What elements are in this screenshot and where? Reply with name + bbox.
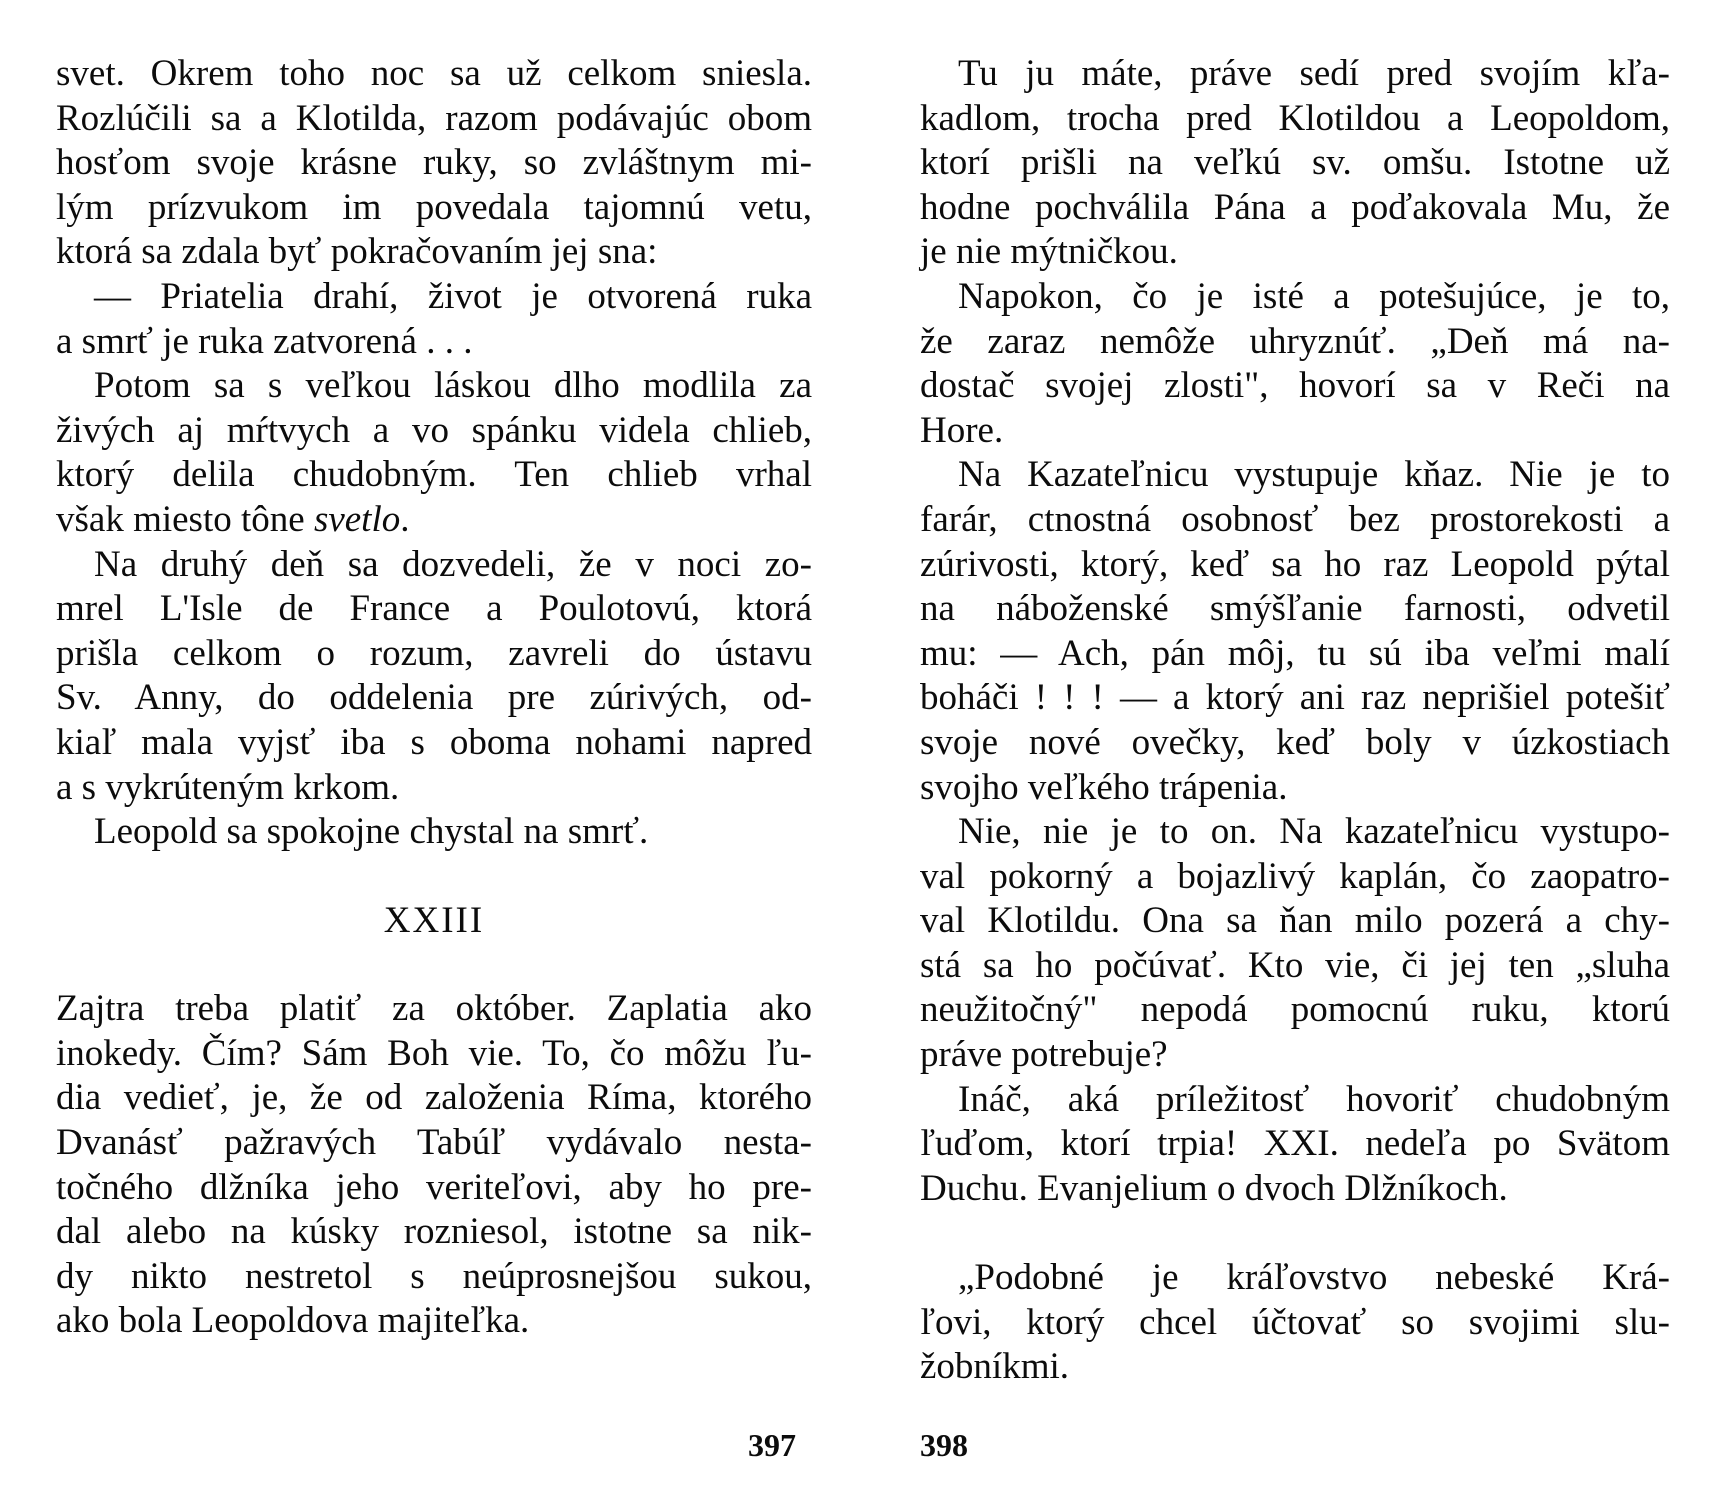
text-fragment: však miesto tône	[56, 498, 314, 540]
left-text-column	[56, 52, 812, 1344]
text-line: kadlom, trocha pred Klotildou a Leopoldom,	[920, 97, 1670, 139]
text-line: Napokon, čo je isté a potešujúce, je to,	[958, 275, 1670, 317]
spacer	[920, 1211, 1670, 1256]
text-line: Na Kazateľnicu vystupuje kňaz. Nie je to	[958, 454, 1670, 496]
text-line: Tu ju máte, práve sedí pred svojím kľa-	[958, 53, 1670, 94]
text-line: lým prízvukom im povedala tajomnú vetu,	[56, 186, 812, 228]
text-line: neužitočný" nepodá pomocnú ruku, ktorú	[920, 989, 1670, 1031]
text-line: Ináč, aká príležitosť hovoriť chudobným	[958, 1078, 1670, 1120]
right-text-column	[920, 52, 1670, 1390]
text-line	[56, 498, 812, 543]
text-line: val Klotildu. Ona sa ňan milo pozerá a chy-	[920, 900, 1670, 942]
text-line: mu: — Ach, pán môj, tu sú iba veľmi malí	[920, 632, 1670, 674]
quote-line: a smrť je ruka zatvorená . . .	[56, 320, 473, 362]
page-number: 398	[920, 1427, 968, 1463]
text-line: svoje nové ovečky, keď boly v úzkostiach	[920, 721, 1670, 763]
text-line: ktorí prišli na veľkú sv. omšu. Istotne už	[920, 142, 1670, 184]
text-line: Potom sa s veľkou láskou dlho modlila za	[94, 365, 812, 407]
text-line: točného dlžníka jeho veriteľovi, aby ho pre-	[56, 1166, 812, 1208]
quote-line: žobníkmi.	[920, 1346, 1070, 1388]
text-line: ktorý delila chudobným. Ten chlieb vrhal	[56, 454, 812, 496]
text-line: dostač svojej zlosti", hovorí sa v Reči na	[920, 365, 1670, 407]
text-line: Dvanásť pažravých Tabúľ vydávalo nesta-	[56, 1122, 812, 1164]
text-line: Leopold sa spokojne chystal na smrť.	[94, 811, 649, 853]
text-line: svet. Okrem toho noc sa už celkom sniesla.	[56, 53, 812, 94]
text-line: stá sa ho počúvať. Kto vie, či jej ten „sluha	[920, 944, 1670, 986]
text-fragment: .	[400, 498, 410, 540]
text-line: Hore.	[920, 409, 1004, 451]
text-line: Duchu. Evanjelium o dvoch Dlžníkoch.	[920, 1167, 1508, 1209]
text-line: hosťom svoje krásne ruky, so zvláštnym mi-	[56, 142, 812, 184]
text-line: kiaľ mala vyjsť iba s oboma nohami napred	[56, 721, 812, 763]
text-line: Zajtra treba platiť za október. Zaplatia ako	[56, 988, 812, 1030]
quote-line: ľovi, ktorý chcel účtovať so svojimi slu-	[920, 1301, 1670, 1343]
page-number: 397	[748, 1427, 796, 1463]
text-line: zúrivosti, ktorý, keď sa ho raz Leopold pýtal	[920, 543, 1670, 585]
text-line: ako bola Leopoldova majiteľka.	[56, 1300, 530, 1342]
text-line: dy nikto nestretol s neúprosnejšou sukou,	[56, 1255, 812, 1297]
text-line: práve potrebuje?	[920, 1034, 1168, 1076]
text-line: ktorá sa zdala byť pokračovaním jej sna:	[56, 231, 658, 273]
text-line: že zaraz nemôže uhryznúť. „Deň má na-	[920, 320, 1670, 362]
text-line: Sv. Anny, do oddelenia pre zúrivých, od-	[56, 677, 812, 719]
text-line: Rozlúčili sa a Klotilda, razom podávajúc obom	[56, 97, 812, 139]
italic-word: svetlo	[313, 498, 401, 540]
text-line: dal alebo na kúsky rozniesol, istotne sa nik-	[56, 1211, 812, 1253]
text-line: hodne pochválila Pána a poďakovala Mu, že	[920, 186, 1670, 228]
text-line: na náboženské smýšľanie farnosti, odvetil	[920, 588, 1670, 630]
text-line: prišla celkom o rozum, zavreli do ústavu	[56, 632, 812, 674]
text-line: boháči ! ! ! — a ktorý ani raz neprišiel potešiť	[920, 677, 1670, 719]
text-line: živých aj mŕtvych a vo spánku videla chlieb,	[56, 409, 812, 451]
text-line: mrel L'Isle de France a Poulotovú, ktorá	[56, 588, 812, 630]
text-line: inokedy. Čím? Sám Boh vie. To, čo môžu ľu-	[56, 1032, 812, 1074]
text-line: Nie, nie je to on. Na kazateľnicu vystupo-	[958, 811, 1670, 853]
text-line: farár, ctnostná osobnosť bez prostorekosti a	[920, 498, 1670, 540]
text-line: je nie mýtničkou.	[920, 231, 1178, 273]
quote-line: „Podobné je kráľovstvo nebeské Krá-	[958, 1257, 1670, 1299]
text-line: svojho veľkého trápenia.	[920, 766, 1288, 808]
text-line: val pokorný a bojazlivý kaplán, čo zaopatro-	[920, 855, 1670, 897]
text-line: dia vedieť, je, že od založenia Ríma, ktorého	[56, 1077, 812, 1119]
text-line: ľuďom, ktorí trpia! XXI. nedeľa po Svätom	[920, 1123, 1670, 1165]
right-page	[857, 0, 1714, 1500]
text-line: Na druhý deň sa dozvedeli, že v noci zo-	[94, 543, 812, 585]
text-line: a s vykrúteným krkom.	[56, 766, 400, 808]
quote-line: — Priatelia drahí, život je otvorená ruka	[94, 275, 812, 317]
chapter-heading: XXIII	[383, 899, 485, 941]
